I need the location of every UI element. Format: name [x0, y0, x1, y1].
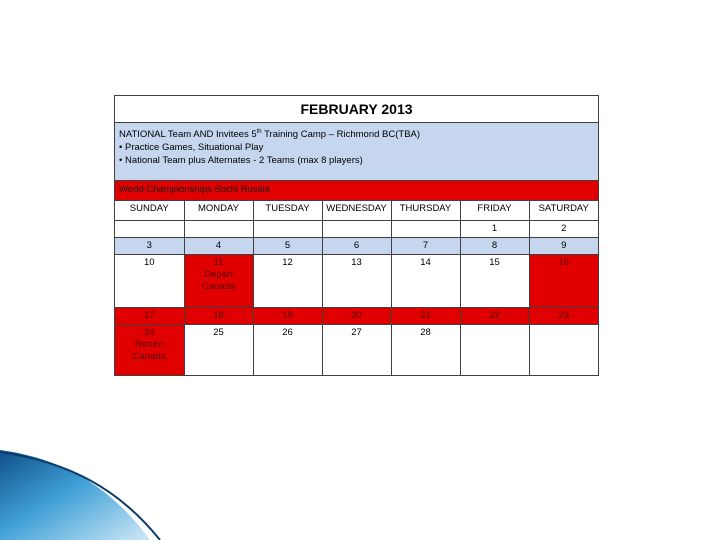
day-cell: 8 — [460, 238, 529, 255]
day-cell: 15 — [460, 255, 529, 308]
day-cell — [253, 221, 322, 238]
day-cell: 27 — [322, 325, 391, 376]
swoosh-shape — [0, 450, 150, 540]
day-cell-event: 18 — [184, 308, 253, 325]
return-label: Return — [134, 339, 164, 350]
day-cell-event: 23 — [529, 308, 598, 325]
weekday-header-row — [115, 201, 598, 221]
week-row-4 — [115, 308, 598, 325]
bullet-icon: • — [119, 155, 123, 167]
day-header-saturday: SATURDAY — [529, 201, 598, 221]
day-cell-event: 19 — [253, 308, 322, 325]
day-cell — [460, 325, 529, 376]
day-cell: 2 — [529, 221, 598, 238]
day-cell-event: 20 — [322, 308, 391, 325]
day-header-tuesday: TUESDAY — [253, 201, 322, 221]
day-header-monday: MONDAY — [184, 201, 253, 221]
day-header-thursday: THURSDAY — [391, 201, 460, 221]
day-cell: 7 — [391, 238, 460, 255]
day-cell — [322, 221, 391, 238]
week-row-5 — [115, 325, 598, 376]
day-cell: 3 — [115, 238, 184, 255]
slide-decoration-swoosh — [0, 440, 720, 540]
day-cell: 28 — [391, 325, 460, 376]
bullet-icon: • — [119, 142, 123, 154]
day-cell-event: 16 — [529, 255, 598, 308]
day-header-sunday: SUNDAY — [115, 201, 184, 221]
day-cell: 13 — [322, 255, 391, 308]
day-cell: 4 — [184, 238, 253, 255]
week-row-1 — [115, 221, 598, 238]
day-cell: 5 — [253, 238, 322, 255]
depart-label: Depart — [204, 269, 233, 280]
day-cell — [391, 221, 460, 238]
february-calendar — [114, 95, 599, 376]
day-cell: 10 — [115, 255, 184, 308]
day-header-friday: FRIDAY — [460, 201, 529, 221]
day-cell — [184, 221, 253, 238]
note-bullet-practice: • Practice Games, Situational Play — [119, 142, 264, 154]
canada-label: Canada — [201, 281, 236, 292]
day-cell-event: 21 — [391, 308, 460, 325]
day-cell: 9 — [529, 238, 598, 255]
week-row-3 — [115, 255, 598, 308]
note-bullet-team: • National Team plus Alternates - 2 Teams (max 8 players) — [119, 155, 363, 167]
canada-label: Canada — [132, 351, 166, 362]
world-championships-banner: World Championships Sochi Russia — [115, 181, 598, 201]
day-cell-event: 22 — [460, 308, 529, 325]
day-cell: 6 — [322, 238, 391, 255]
calendar-grid — [115, 201, 598, 375]
camp-heading: NATIONAL Team AND Invitees 5th Training Camp – Richmond BC(TBA) — [119, 129, 421, 141]
training-camp-notes — [115, 123, 598, 181]
day-cell: 26 — [253, 325, 322, 376]
week-row-2 — [115, 238, 598, 255]
day-cell: 12 — [253, 255, 322, 308]
day-cell — [529, 325, 598, 376]
day-cell: 1 — [460, 221, 529, 238]
day-cell: 25 — [184, 325, 253, 376]
day-cell-return: 24 Return Canada — [115, 325, 184, 376]
day-header-wednesday: WEDNESDAY — [322, 201, 391, 221]
day-cell-depart: 11 Depart Canada — [184, 255, 253, 308]
calendar-title: FEBRUARY 2013 — [115, 96, 598, 123]
day-cell — [115, 221, 184, 238]
day-cell: 14 — [391, 255, 460, 308]
day-cell-event: 17 — [115, 308, 184, 325]
